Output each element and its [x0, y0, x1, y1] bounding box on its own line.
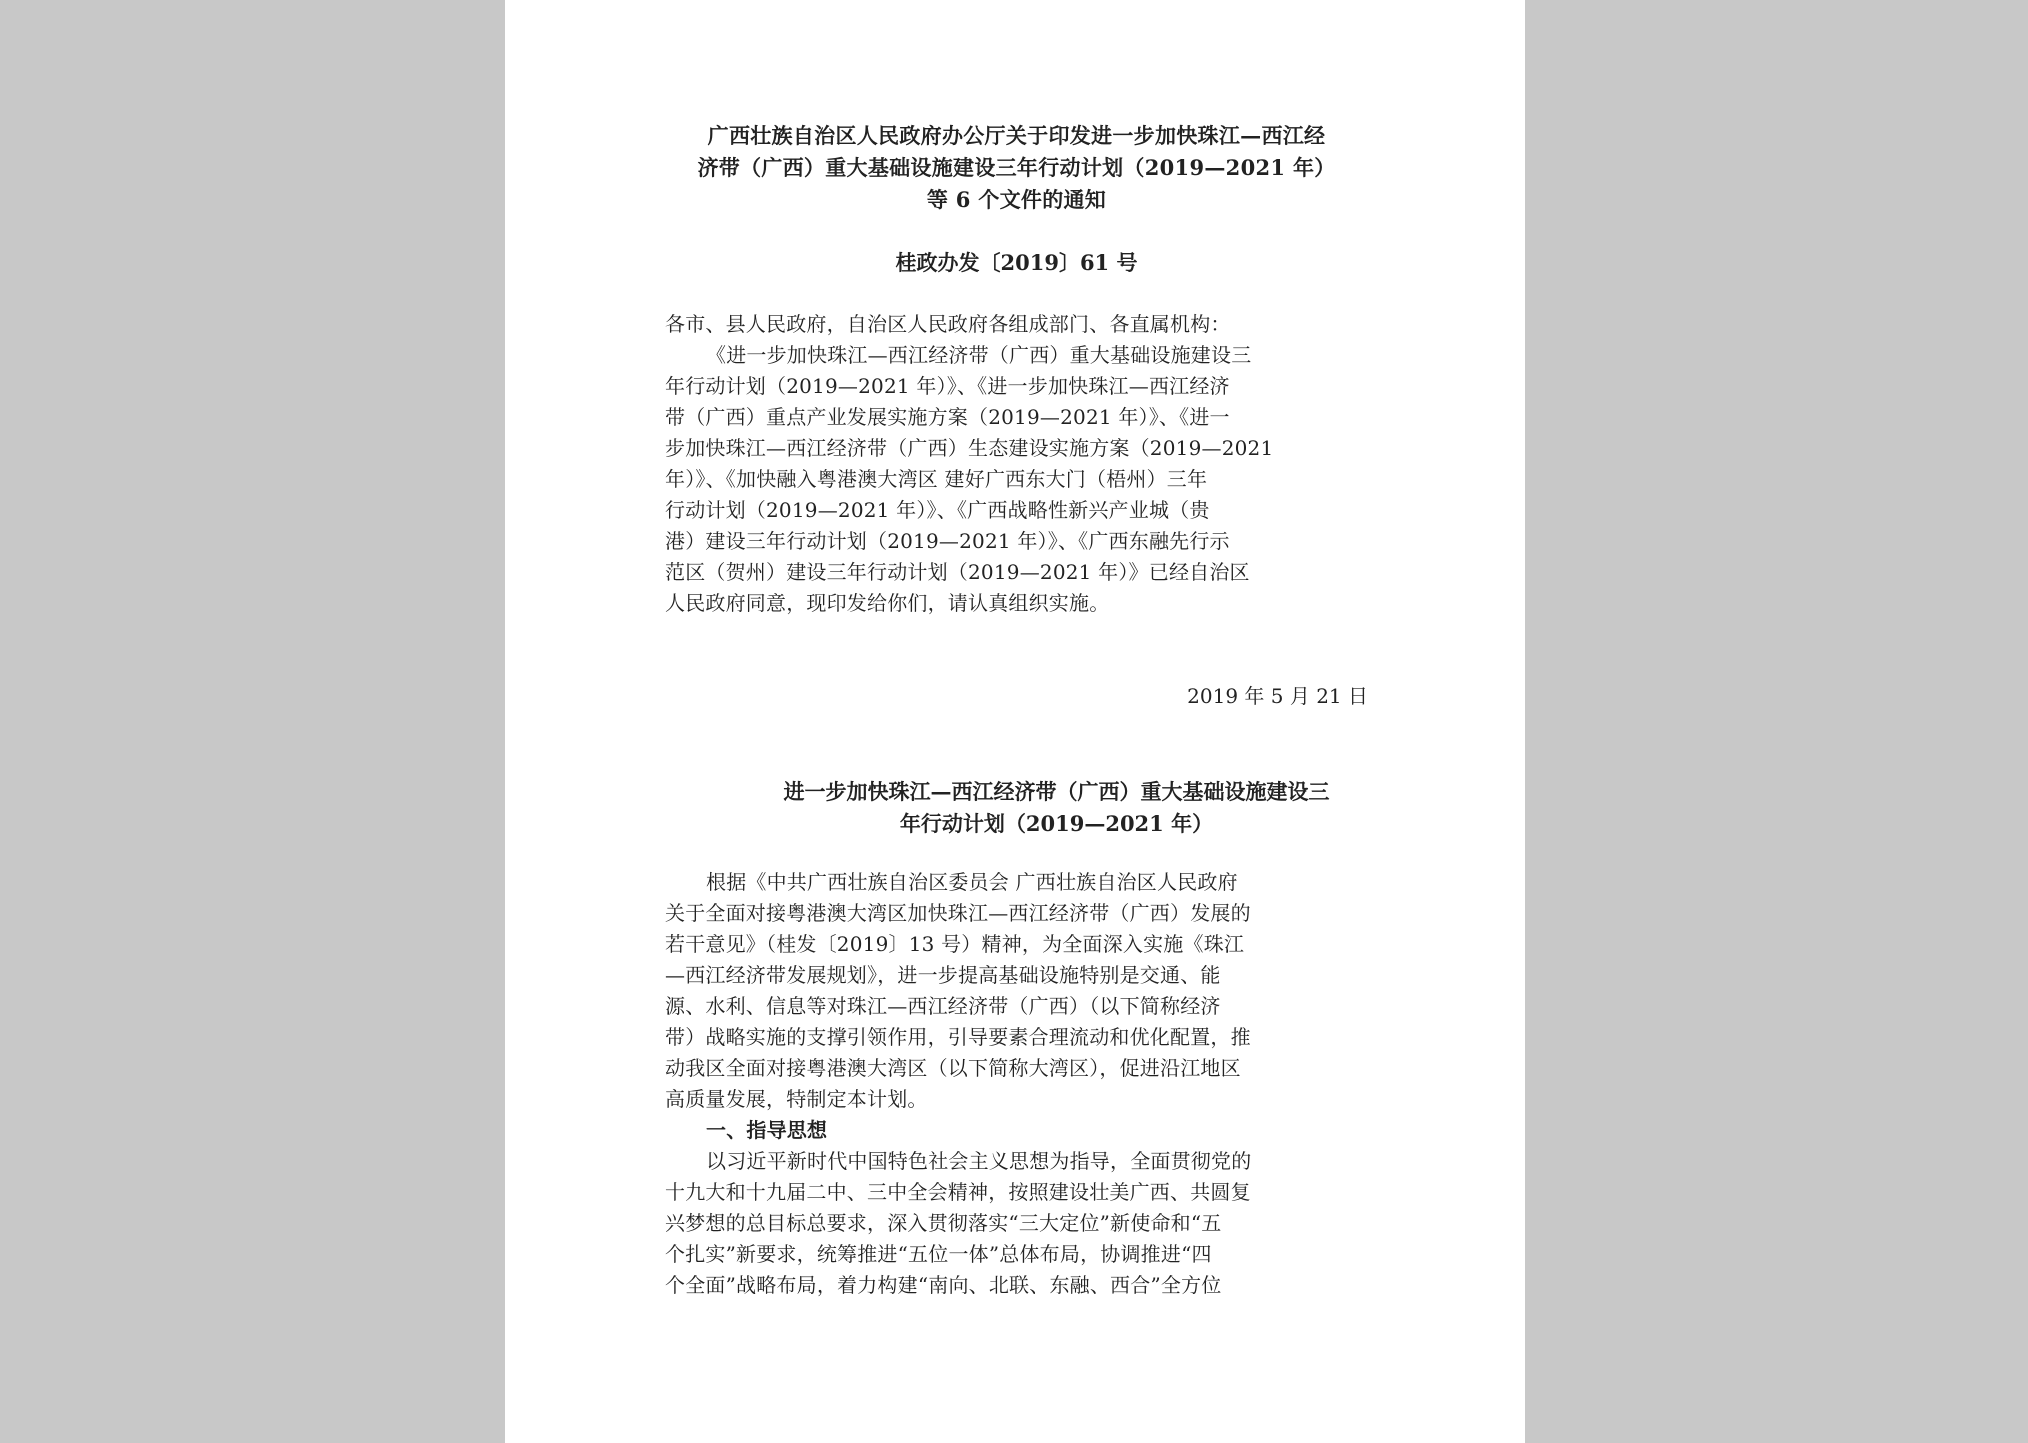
body-line: 个全面”战略布局，着力构建“南向、北联、东融、西合”全方位 — [665, 1273, 1222, 1297]
body-line: 港）建设三年行动计划（2019—2021 年）》、《广西东融先行示 — [665, 529, 1230, 553]
plan-title — [665, 776, 1408, 840]
body-line: 带（广西）重点产业发展实施方案（2019—2021 年）》、《进一 — [665, 405, 1230, 429]
document-page — [505, 0, 1525, 1443]
body-line: 《进一步加快珠江—西江经济带（广西）重大基础设施建设三 — [706, 343, 1252, 367]
body-line: —西江经济带发展规划》，进一步提高基础设施特别是交通、能 — [665, 963, 1221, 987]
body-line: 源、水利、信息等对珠江—西江经济带（广西）（以下简称经济 — [665, 994, 1221, 1018]
body-line: 以习近平新时代中国特色社会主义思想为指导，全面贯彻党的 — [706, 1149, 1252, 1173]
notice-body — [665, 309, 1368, 619]
addressee-line: 各市、县人民政府，自治区人民政府各组成部门、各直属机构： — [665, 312, 1231, 336]
body-line: 高质量发展，特制定本计划。 — [665, 1087, 928, 1111]
plan-title-line: 年行动计划（2019—2021 年） — [899, 811, 1214, 836]
body-line: 若干意见》（桂发〔2019〕13 号）精神，为全面深入实施《珠江 — [665, 932, 1245, 956]
notice-title-line: 济带（广西）重大基础设施建设三年行动计划（2019—2021 年） — [697, 155, 1336, 180]
body-line: 年）》、《加快融入粤港澳大湾区 建好广西东大门（梧州）三年 — [665, 467, 1208, 491]
body-line: 根据《中共广西壮族自治区委员会 广西壮族自治区人民政府 — [706, 870, 1238, 894]
notice-title — [665, 120, 1368, 216]
body-line: 步加快珠江—西江经济带（广西）生态建设实施方案（2019—2021 — [665, 436, 1274, 460]
notice-title-line: 等 6 个文件的通知 — [926, 187, 1107, 212]
section-heading: 一、指导思想 — [706, 1118, 828, 1142]
body-line: 十九大和十九届二中、三中全会精神，按照建设壮美广西、共圆复 — [665, 1180, 1251, 1204]
plan-body — [665, 867, 1368, 1301]
body-line: 年行动计划（2019—2021 年）》、《进一步加快珠江—西江经济 — [665, 374, 1230, 398]
body-line: 动我区全面对接粤港澳大湾区（以下简称大湾区），促进沿江地区 — [665, 1056, 1241, 1080]
body-line: 关于全面对接粤港澳大湾区加快珠江—西江经济带（广西）发展的 — [665, 901, 1251, 925]
document-number: 桂政办发〔2019〕61 号 — [895, 250, 1138, 275]
body-line: 兴梦想的总目标总要求，深入贯彻落实“三大定位”新使命和“五 — [665, 1211, 1222, 1235]
body-line: 带）战略实施的支撑引领作用，引导要素合理流动和优化配置，推 — [665, 1025, 1251, 1049]
body-line: 人民政府同意，现印发给你们，请认真组织实施。 — [665, 591, 1110, 615]
body-line: 范区（贺州）建设三年行动计划（2019—2021 年）》已经自治区 — [665, 560, 1250, 584]
plan-title-line: 进一步加快珠江—西江经济带（广西）重大基础设施建设三 — [783, 779, 1330, 804]
body-line: 个扎实”新要求，统筹推进“五位一体”总体布局，协调推进“四 — [665, 1242, 1212, 1266]
issue-date: 2019 年 5 月 21 日 — [1187, 684, 1368, 708]
notice-title-line: 广西壮族自治区人民政府办公厅关于印发进一步加快珠江—西江经 — [707, 123, 1326, 148]
body-line: 行动计划（2019—2021 年）》、《广西战略性新兴产业城（贵 — [665, 498, 1210, 522]
